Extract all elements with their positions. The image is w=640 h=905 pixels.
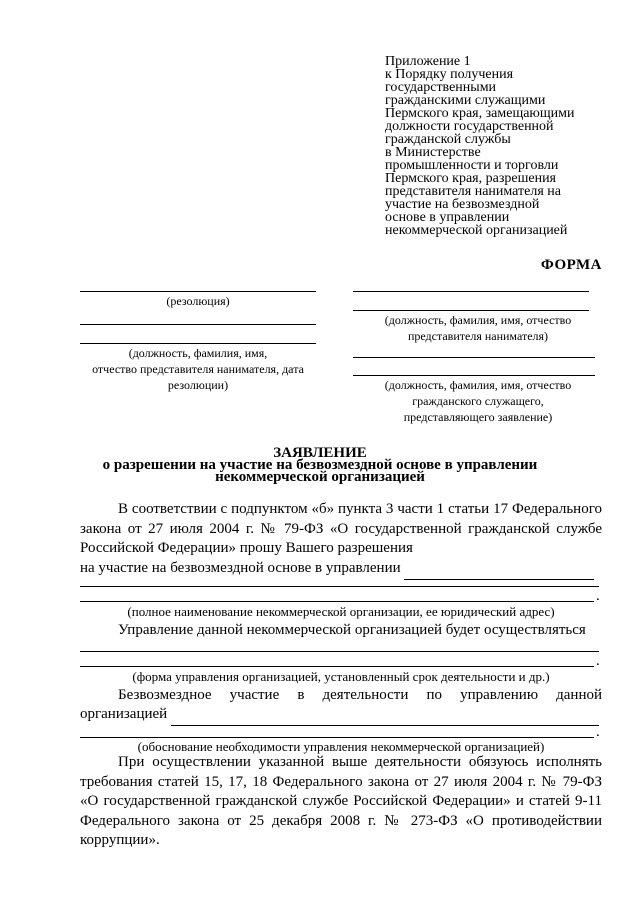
signer-caption [80,345,316,393]
document-title: ЗАЯВЛЕНИЕ [273,445,367,461]
employee-caption [353,377,603,425]
employee-caption-line: гражданского служащего, [412,394,544,408]
paragraph-request-last [80,559,602,580]
appendix-line: гражданской службы [385,132,511,147]
appendix-line: к Порядку получения [385,67,514,82]
period: . [596,653,600,669]
appendix-line: некоммерческой организацией [385,223,568,238]
paragraph-request: В соответствии с подпунктом «б» пункта 3 части 1 статьи 17 Федерального закона от 27 июля 2004 г. № 79-ФЗ «О государственной гражданской службе Российской Федерации» прошу Вашего разрешения [80,501,602,556]
justification-field[interactable] [171,705,599,726]
document-subtitle: о разрешении на участие на безвозмездной основе в управлении [102,457,538,473]
form-label: ФОРМА [540,257,602,273]
appendix-line: Пермского края, разрешения [385,171,557,186]
appendix-line: промышленности и торговли [385,158,559,173]
employer-line[interactable] [353,291,589,292]
organization-caption: (полное наименование некоммерческой организации, ее юридический адрес) [127,604,555,619]
employer-caption-line: представителя нанимателя) [407,329,549,343]
signer-caption-line: (должность, фамилия, имя, [128,346,268,360]
justification-line-2[interactable] [80,737,594,738]
resolution-line[interactable] [80,291,316,292]
period: . [596,724,600,740]
signer-caption-line: отчество представителя нанимателя, дата [92,362,304,376]
appendix-line: Пермского края, замещающими [385,106,575,121]
employee-caption-line: представляющего заявление) [403,410,553,424]
employer-line-2[interactable] [353,310,589,311]
appendix-line: гражданскими служащими [385,93,546,108]
organization-name-field[interactable] [404,559,594,580]
paragraph-request-text: на участие на безвозмездной основе в управлении [80,560,401,576]
employee-caption-line: (должность, фамилия, имя, отчество [384,378,572,392]
document-subtitle-line2: некоммерческой организацией [215,469,425,485]
management-line-1[interactable] [80,651,599,652]
paragraph-management: Управление данной некоммерческой организацией будет осуществляться [118,622,586,638]
paragraph-justification-text: организацией [80,706,168,722]
organization-line-2[interactable] [80,586,599,587]
appendix-line: в Министерстве [385,145,481,160]
organization-line-3[interactable] [80,601,594,602]
paragraph-justification: Безвозмездное участие в деятельности по управлению данной [118,687,602,703]
period: . [596,588,600,604]
justification-caption: (обоснование необходимости управления некоммерческой организацией) [137,739,545,754]
management-line-2[interactable] [80,666,594,667]
appendix-line: должности государственной [385,119,554,134]
appendix-line: представителя нанимателя на [385,184,561,199]
appendix-line: государственными [385,80,497,95]
signer-caption-line: резолюции) [167,378,229,392]
appendix-line: основе в управлении [385,210,510,225]
signer-line[interactable] [80,343,316,344]
appendix-block [385,55,610,237]
resolution-caption: (резолюция) [166,294,230,308]
appendix-line: Приложение 1 [385,54,471,69]
paragraph-justification-last [80,705,602,726]
employee-line[interactable] [353,357,595,358]
resolution-line-2[interactable] [80,324,316,325]
employer-caption [353,312,603,344]
management-caption: (форма управления организацией, установленный срок деятельности и др.) [132,669,550,684]
appendix-line: участие на безвозмездной [385,197,540,212]
paragraph-obligation: При осуществлении указанной выше деятельности обязуюсь исполнять требования статей 15, 17, 18 Федерального закона от 27 июля 2004 г. № 79-ФЗ «О государственной гражданской службе Российской Федерации» и статей 9-11 Федерального закона от 25 декабря 2008 г. № 273-ФЗ «О противодействии коррупции». [80,754,602,848]
employer-caption-line: (должность, фамилия, имя, отчество [384,313,572,327]
employee-line-2[interactable] [353,375,595,376]
